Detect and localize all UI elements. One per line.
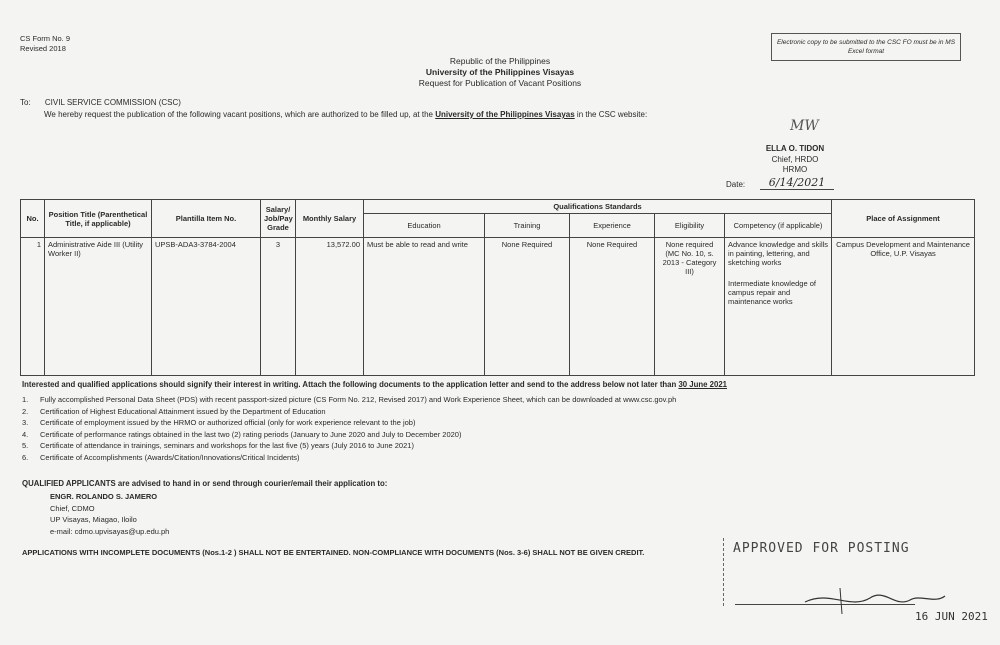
header-no: No. [21,200,45,238]
to-line [20,98,181,107]
cell-no: 1 [21,238,45,376]
competency-item: Intermediate knowledge of campus repair and maintenance works [728,279,816,306]
to-recipient: CIVIL SERVICE COMMISSION (CSC) [44,98,181,107]
signatory-office: HRMO [782,165,808,174]
cell-salary-grade: 3 [261,238,296,376]
stamp-border [723,538,725,606]
cell-assignment: Campus Development and Maintenance Office, U.P. Visayas [832,238,975,376]
header-training: Training [485,214,570,238]
contact-address: UP Visayas, Miagao, Iloilo [50,515,137,524]
cell-position: Administrative Aide III (Utility Worker II) [45,238,152,376]
request-text-end: in the CSC website: [576,110,648,119]
to-label: To: [20,98,31,107]
competency-item: Advance knowledge and skills in painting, lettering, and sketching works [728,240,829,267]
date-value: 6/14/2021 [760,176,834,190]
list-item-text: Certificate of Accomplishments (Awards/Citation/Innovations/Critical Incidents) [40,452,300,462]
signature-mark: MW [790,118,819,134]
list-item: 1. Fully accomplished Personal Data Sheet (PDS) with recent passport-sized picture (CS Form No. 212, Revised 2017) and Work Experience Sheet, which can be downloaded at www.csc.gov.ph [22,395,677,404]
cell-eligibility: None required (MC No. 10, s. 2013 - Category III) [655,238,725,376]
cell-training: None Required [485,238,570,376]
deadline: 30 June 2021 [678,380,728,389]
form-revision: Revised 2018 [20,44,66,53]
header-salary-grade: Salary/ Job/Pay Grade [261,200,296,238]
vacant-positions-table [20,199,975,376]
submission-advice: QUALIFIED APPLICANTS are advised to hand in or send through courier/email their application to: [22,479,388,488]
list-item: 2. Certification of Highest Educational Attainment issued by the Department of Education [22,406,326,416]
instructions-intro-text: Interested and qualified applications should signify their interest in writing. Attach the following documents to the application letter and send to the address below not later than [22,380,677,389]
date-label: Date: [726,180,746,189]
cell-experience: None Required [570,238,655,376]
cell-plantilla: UPSB-ADA3-3784-2004 [152,238,261,376]
header-university: University of the Philippines Visayas [425,67,575,77]
list-item: 4. Certificate of performance ratings obtained in the last two (2) rating periods (January to June 2020 and July to December 2020) [22,429,462,439]
list-item: 6. Certificate of Accomplishments (Awards/Citation/Innovations/Critical Incidents) [22,452,300,462]
header-eligibility: Eligibility [655,214,725,238]
header-request-title: Request for Publication of Vacant Positions [418,78,582,88]
list-item-text: Fully accomplished Personal Data Sheet (PDS) with recent passport-sized picture (CS Form No. 212, Revised 2017) and Work Experience Sheet, which can be downloaded at www.csc.gov.ph [40,395,677,404]
excel-note-box: Electronic copy to be submitted to the CSC FO must be in MS Excel format [771,33,961,61]
list-item: 5. Certificate of attendance in trainings, seminars and workshops for the last five (5) years (July 2016 to June 2021) [22,441,414,450]
cell-monthly-salary: 13,572.00 [296,238,364,376]
list-item-text: Certificate of attendance in trainings, seminars and workshops for the last five (5) years (July 2016 to June 2021) [40,441,414,450]
incomplete-warning: APPLICATIONS WITH INCOMPLETE DOCUMENTS (Nos.1-2 ) SHALL NOT BE ENTERTAINED. NON-COMPLIANCE WITH DOCUMENTS (Nos. 3-6) SHALL NOT BE GIVEN CREDIT. [22,548,645,557]
header-monthly-salary: Monthly Salary [296,200,364,238]
instructions-intro [22,380,727,389]
list-item-text: Certificate of employment issued by the HRMO or authorized official (only for work experience relevant to the job) [40,418,416,427]
contact-title: Chief, CDMO [50,503,95,513]
request-agency: University of the Philippines Visayas [435,110,575,119]
list-item-text: Certificate of performance ratings obtained in the last two (2) rating periods (January to June 2020 and July to December 2020) [40,429,462,439]
header-republic: Republic of the Philippines [449,56,551,66]
contact-email: e-mail: cdmo.upvisayas@up.edu.ph [50,526,170,536]
list-item-text: Certification of Highest Educational Attainment issued by the Department of Education [40,406,326,416]
cell-competency [725,238,832,376]
header-competency: Competency (if applicable) [725,214,832,238]
form-id [20,34,70,54]
request-statement [44,110,647,119]
header-experience: Experience [570,214,655,238]
stamp-date: 16 JUN 2021 [915,610,988,623]
request-text: We hereby request the publication of the following vacant positions, which are authorized to be filled up, at the [44,110,433,119]
header-assignment: Place of Assignment [832,200,975,238]
header-position: Position Title (Parenthetical Title, if applicable) [45,200,152,238]
header-plantilla: Plantilla Item No. [152,200,261,238]
form-number: CS Form No. 9 [20,34,71,43]
signatory-block [760,144,830,176]
signatory-title: Chief, HRDO [771,154,819,164]
list-item: 3. Certificate of employment issued by the HRMO or authorized official (only for work experience relevant to the job) [22,418,416,427]
table-row [21,238,975,376]
required-documents-list [22,394,676,463]
signatory-name: ELLA O. TIDON [765,144,825,153]
cell-education: Must be able to read and write [364,238,485,376]
approval-stamp: APPROVED FOR POSTING [733,541,910,556]
header-qualifications: Qualifications Standards [364,200,832,214]
contact-block [50,491,169,537]
header-education: Education [364,214,485,238]
document-header [330,56,670,89]
contact-name: ENGR. ROLANDO S. JAMERO [50,492,158,501]
